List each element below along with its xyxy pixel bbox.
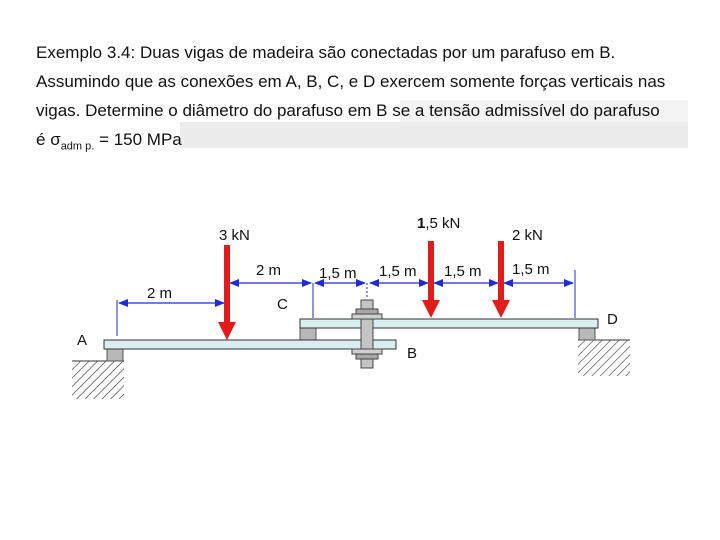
- load-label-1-5kn: [417, 215, 460, 232]
- point-label-a: A: [77, 332, 88, 349]
- bolt-b: [352, 300, 382, 368]
- problem-line-3: vigas. Determine o diâmetro do parafuso em B se a tensão admissível do parafuso: [36, 101, 660, 120]
- force-arrow-1-5kn: [422, 241, 440, 318]
- point-label-d: D: [607, 311, 618, 328]
- dim-label-load1-c: 2 m: [256, 262, 282, 279]
- dim-label-a-load1: 2 m: [147, 285, 173, 302]
- dim-label-b-load2: 1,5 m: [379, 263, 417, 280]
- upper-beam: [300, 319, 598, 328]
- ground-support-d: [578, 328, 630, 376]
- dim-label-c-b: 1,5 m: [319, 265, 357, 282]
- sigma-subscript: adm p.: [60, 140, 95, 153]
- point-label-b: B: [407, 345, 418, 362]
- load-label-2kn: 2 kN: [512, 227, 543, 244]
- ground-support-a: [72, 349, 124, 399]
- dim-label-load2-load3: 1,5 m: [444, 263, 482, 280]
- problem-line-1: Exemplo 3.4: Duas vigas de madeira são conectadas por um parafuso em B.: [36, 43, 616, 62]
- load-label-1-5kn-rest: ,5 kN: [425, 215, 461, 232]
- support-c-block: [300, 328, 316, 340]
- load-label-1-5kn-bold: 1: [417, 215, 426, 232]
- problem-line-2: Assumindo que as conexões em A, B, C, e D exercem somente forças verticais nas: [36, 72, 666, 91]
- dim-label-load3-d: 1,5 m: [512, 261, 550, 278]
- line4-suffix: = 150 MPa: [94, 130, 182, 149]
- line4-prefix: é: [36, 130, 51, 149]
- point-label-c: C: [277, 296, 288, 313]
- force-arrow-2kn: [492, 241, 510, 318]
- force-arrow-3kn: [218, 245, 236, 340]
- sigma-symbol: σ: [50, 130, 61, 149]
- load-label-3kn: 3 kN: [219, 227, 250, 244]
- lower-beam: [104, 340, 396, 349]
